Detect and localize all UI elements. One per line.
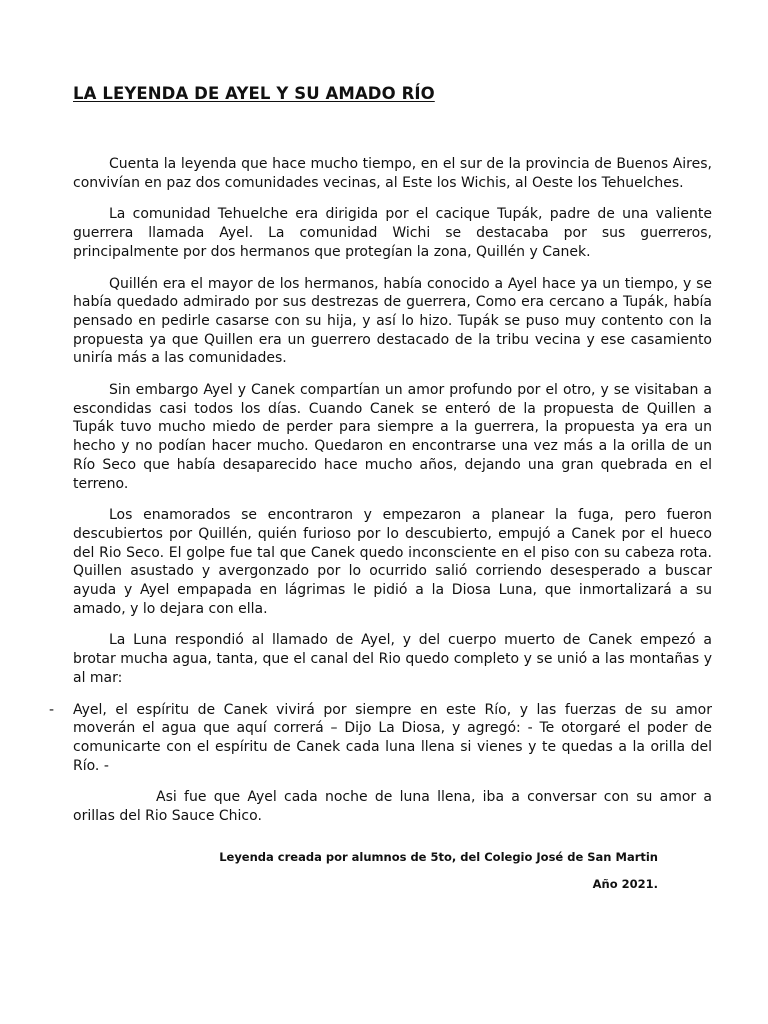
dialogue-block (49, 701, 712, 776)
document-body (49, 84, 712, 826)
paragraph-1: Cuenta la leyenda que hace mucho tiempo, en el sur de la provincia de Buenos Aires, convivían en paz dos comunidades vecinas, al Este los Wichis, al Oeste los Tehuelches. (73, 156, 712, 191)
paragraph-3: Quillén era el mayor de los hermanos, había conocido a Ayel hace ya un tiempo, y se había quedado admirado por sus destrezas de guerrera, Como era cercano a Tupák, había pensado en pedirle casarse con su hija, y así lo hizo. Tupák se puso muy contento con la propuesta ya que Quillen era un guerrero destacado de la tribu vecina y ese casamiento uniría más a las comunidades. (73, 275, 712, 367)
paragraph-2: La comunidad Tehuelche era dirigida por el cacique Tupák, padre de una valiente guerrera llamada Ayel. La comunidad Wichi se destacaba por sus guerreros, principalmente por dos hermanos que protegían la zona, Quillén y Canek. (73, 206, 712, 260)
document-title: LA LEYENDA DE AYEL Y SU AMADO RÍO (73, 84, 435, 103)
paragraph-4: Sin embargo Ayel y Canek compartían un amor profundo por el otro, y se visitaban a escondidas casi todos los días. Cuando Canek se enteró de la propuesta de Quillen a Tupák tuvo mucho miedo de perder para siempre a la guerrera, la propuesta ya era un hecho y no podían hacer mucho. Quedaron en encontrarse una vez más a la orilla de un Río Seco que había desaparecido hace mucho años, dejando una gran quebrada en el terreno. (73, 382, 712, 492)
paragraph-6: La Luna respondió al llamado de Ayel, y del cuerpo muerto de Canek empezó a brotar mucha agua, tanta, que el canal del Rio quedo completo y se unió a las montañas y al mar: (73, 632, 712, 686)
author-credit: Leyenda creada por alumnos de 5to, del Colegio José de San Martin (219, 850, 658, 864)
dialogue-dash: - (49, 701, 55, 718)
year-credit: Año 2021. (592, 877, 658, 891)
closing-paragraph: Asi fue que Ayel cada noche de luna llena, iba a conversar con su amor a orillas del Rio Sauce Chico. (73, 789, 712, 825)
dialogue-text: Ayel, el espíritu de Canek vivirá por siempre en este Río, y las fuerzas de su amor moverán el agua que aquí correrá – Dijo La Diosa, y agregó: - Te otorgaré el poder de comunicarte con el espíritu de Canek cada luna llena si vienes y te quedas a la orilla del Río. - (73, 701, 712, 774)
paragraph-5: Los enamorados se encontraron y empezaron a planear la fuga, pero fueron descubiertos por Quillén, quién furioso por lo descubierto, empujó a Canek por el hueco del Rio Seco. El golpe fue tal que Canek quedo inconsciente en el piso con su cabeza rota. Quillen asustado y avergonzado por lo ocurrido salió corriendo desesperado a buscar ayuda y Ayel empapada en lágrimas le pidió a la Diosa Luna, que inmortalizará a su amado, y lo dejara con ella. (73, 507, 712, 617)
